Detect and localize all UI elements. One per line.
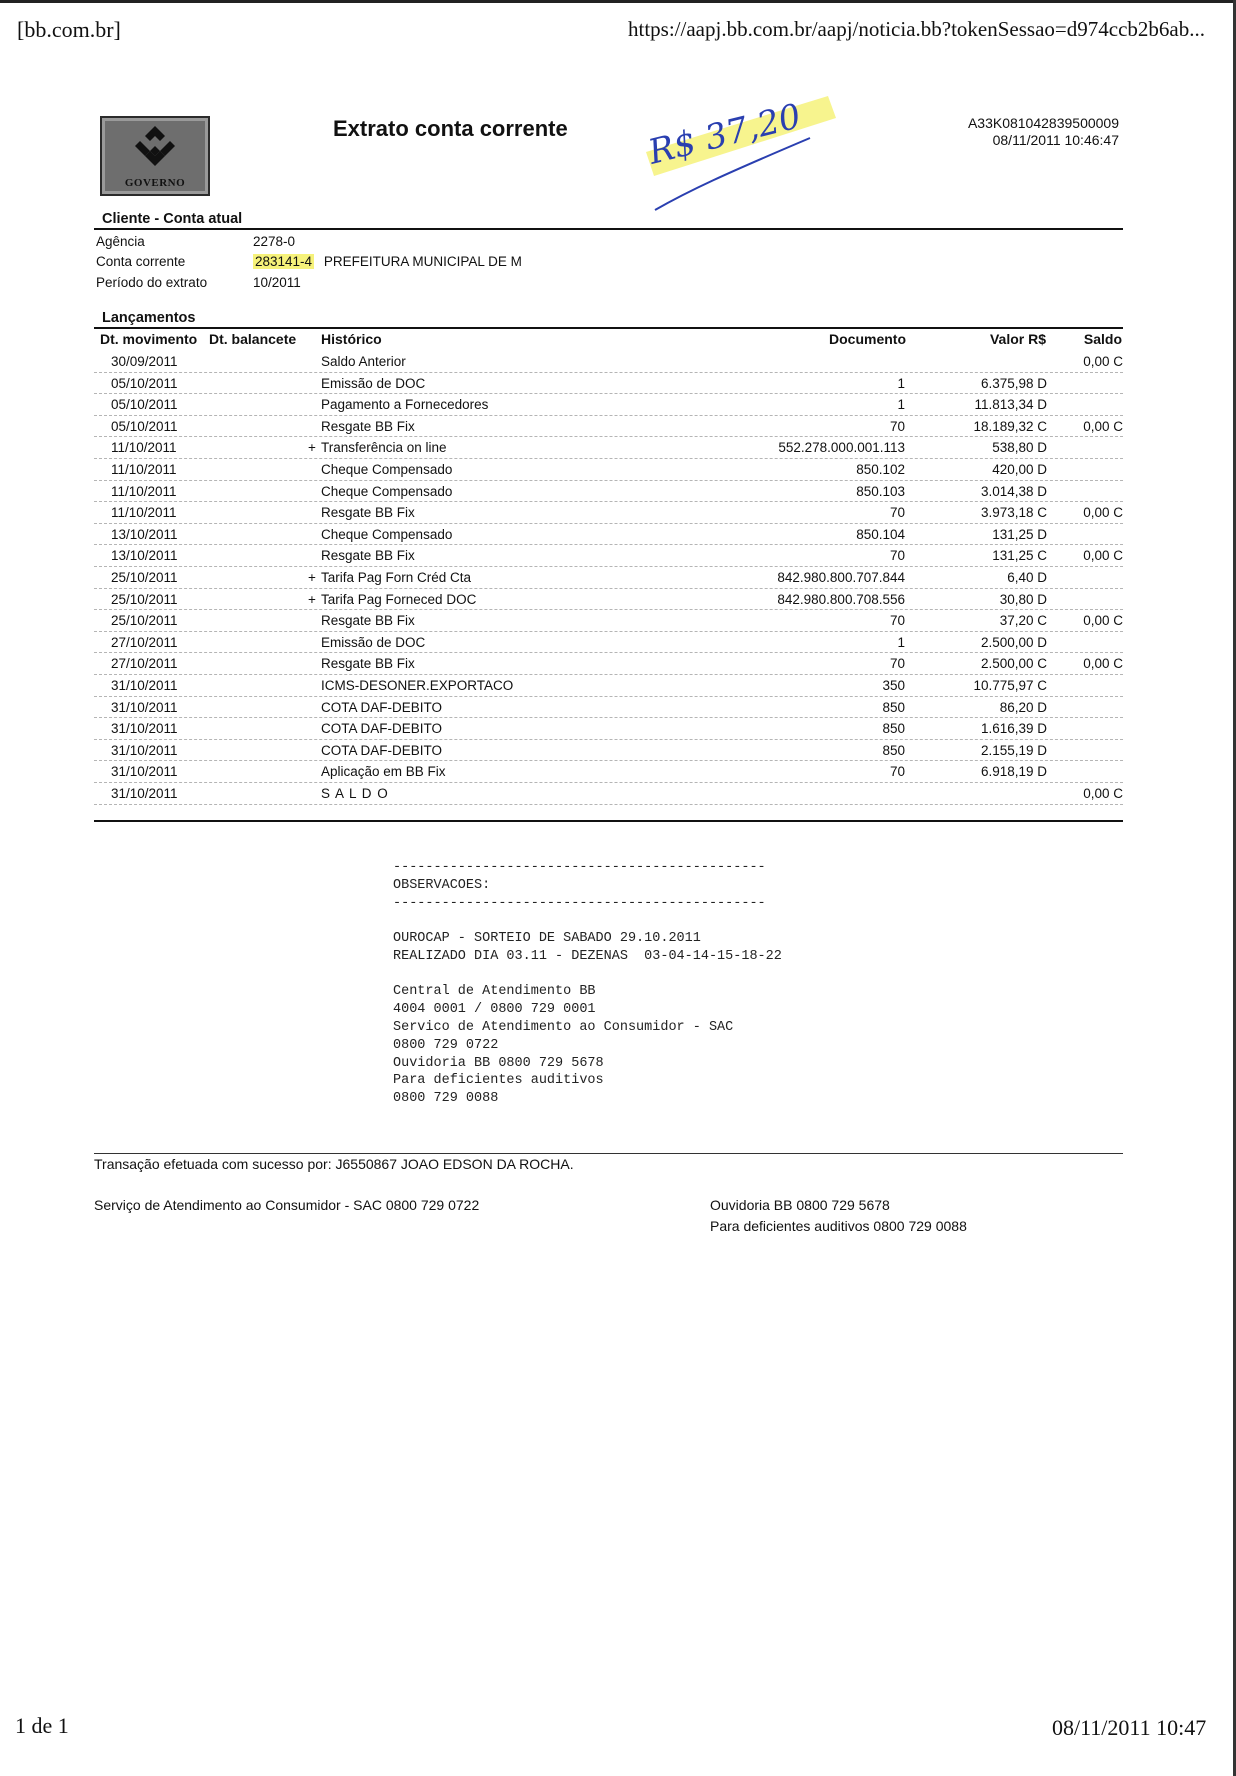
row-valor: 6.918,19 D [980, 764, 1047, 780]
row-saldo: 0,00 C [1083, 354, 1123, 369]
row-valor: 3.014,38 D [980, 483, 1047, 499]
conta-value-group [253, 254, 522, 269]
row-historico: Emissão de DOC [321, 634, 426, 650]
observacoes-line: Ouvidoria BB 0800 729 5678 [393, 1055, 604, 1071]
row-valor: 1.616,39 D [980, 721, 1047, 737]
row-historico: Transferência on line [321, 440, 447, 456]
row-date: 11/10/2011 [111, 505, 177, 521]
periodo-label: Período do extrato [96, 275, 208, 290]
row-historico: Resgate BB Fix [321, 505, 415, 521]
row-date: 25/10/2011 [111, 570, 178, 585]
row-documento: 552.278.000.001.113 [778, 440, 905, 456]
col-historico: Histórico [321, 331, 382, 347]
row-historico: Emissão de DOC [321, 375, 426, 391]
table-row [94, 351, 1123, 373]
row-saldo: 0,00 C [1083, 548, 1123, 564]
row-date: 25/10/2011 [111, 591, 178, 607]
transaction-info: Transação efetuada com sucesso por: J6550867 JOAO EDSON DA ROCHA. [94, 1156, 574, 1172]
row-date: 11/10/2011 [111, 440, 177, 456]
row-date: 27/10/2011 [111, 634, 178, 650]
row-historico: Tarifa Pag Forn Créd Cta [321, 570, 472, 585]
conta-holder: PREFEITURA MUNICIPAL DE M [323, 254, 522, 269]
table-row [94, 632, 1123, 654]
observacoes-line: Para deficientes auditivos [393, 1073, 604, 1089]
browser-url[interactable]: https://aapj.bb.com.br/aapj/noticia.bb?tokenSessao=d974ccb2b6ab... [628, 17, 1205, 41]
row-historico: Cheque Compensado [321, 526, 453, 542]
col-dt-movimento: Dt. movimento [100, 331, 198, 347]
row-documento: 850.103 [856, 483, 905, 499]
row-documento: 1 [897, 397, 905, 413]
lancamentos-section-title: Lançamentos [102, 310, 196, 326]
table-row [94, 394, 1123, 416]
table-row [94, 481, 1123, 503]
row-date: 05/10/2011 [111, 418, 178, 434]
row-valor: 131,25 D [992, 526, 1047, 542]
table-row [94, 718, 1123, 740]
agencia-label: Agência [96, 234, 145, 249]
document-id-block [968, 115, 1119, 149]
row-saldo: 0,00 C [1083, 786, 1123, 801]
row-valor: 6.375,98 D [980, 375, 1047, 391]
row-valor: 10.775,97 C [973, 678, 1047, 693]
row-historico: Tarifa Pag Forneced DOC [321, 591, 477, 607]
row-date: 05/10/2011 [111, 375, 178, 391]
table-row [94, 783, 1123, 805]
row-documento: 70 [889, 656, 905, 672]
lancamentos-divider [94, 327, 1123, 329]
row-historico: COTA DAF-DEBITO [321, 721, 443, 737]
table-row [94, 524, 1123, 546]
row-date: 13/10/2011 [111, 526, 178, 542]
row-documento: 850 [882, 699, 905, 715]
row-date: 11/10/2011 [111, 483, 177, 499]
row-date: 05/10/2011 [111, 397, 178, 413]
table-row [94, 589, 1123, 611]
deficientes-info: Para deficientes auditivos 0800 729 0088 [710, 1218, 967, 1234]
row-historico: Aplicação em BB Fix [321, 764, 446, 780]
bank-logo [100, 116, 210, 196]
row-valor: 18.189,32 C [973, 418, 1047, 434]
row-valor: 2.155,19 D [980, 742, 1047, 758]
row-historico: Resgate BB Fix [321, 656, 415, 672]
ouvidoria-info: Ouvidoria BB 0800 729 5678 [710, 1197, 890, 1213]
row-valor: 37,20 C [999, 613, 1047, 629]
row-documento: 850.102 [856, 462, 905, 477]
row-plus-marker: + [308, 591, 316, 607]
row-plus-marker: + [308, 440, 316, 456]
row-historico: Resgate BB Fix [321, 613, 415, 629]
row-documento: 1 [897, 634, 905, 650]
client-section-title: Cliente - Conta atual [102, 211, 243, 227]
observacoes-text [393, 930, 782, 1108]
table-row [94, 740, 1123, 762]
row-documento: 70 [889, 764, 905, 780]
row-date: 27/10/2011 [111, 656, 178, 672]
observacoes-line: OUROCAP - SORTEIO DE SABADO 29.10.2011 [393, 931, 701, 946]
sac-info: Serviço de Atendimento ao Consumidor - SAC 0800 729 0722 [94, 1197, 480, 1213]
col-documento: Documento [829, 331, 906, 347]
row-date: 31/10/2011 [111, 742, 178, 758]
observacoes-divider-bottom: ---------------------------------------------- [393, 896, 766, 911]
row-saldo: 0,00 C [1083, 656, 1123, 672]
row-documento: 70 [889, 418, 905, 434]
row-valor: 6,40 D [1007, 570, 1047, 585]
row-documento: 850 [882, 742, 905, 758]
row-documento: 842.980.800.707.844 [777, 570, 905, 585]
row-saldo: 0,00 C [1083, 505, 1123, 521]
row-valor: 2.500,00 C [980, 656, 1047, 672]
row-valor: 3.973,18 C [980, 505, 1047, 521]
table-row [94, 502, 1123, 524]
col-saldo: Saldo [1083, 331, 1122, 347]
observacoes-line: REALIZADO DIA 03.11 - DEZENAS 03-04-14-15-18-22 [393, 948, 782, 964]
bb-symbol-icon [132, 124, 178, 168]
table-row [94, 761, 1123, 783]
observacoes-line: 4004 0001 / 0800 729 0001 [393, 1002, 596, 1018]
row-historico: Resgate BB Fix [321, 548, 415, 564]
row-saldo: 0,00 C [1083, 418, 1123, 434]
table-row [94, 459, 1123, 481]
table-row [94, 416, 1123, 438]
row-documento: 70 [889, 505, 905, 521]
row-date: 31/10/2011 [111, 786, 178, 801]
row-documento: 850 [882, 721, 905, 737]
observacoes-line: 0800 729 0088 [393, 1091, 499, 1107]
row-historico: Resgate BB Fix [321, 418, 415, 434]
row-plus-marker: + [308, 570, 316, 585]
row-documento: 1 [897, 375, 905, 391]
browser-site-label: [bb.com.br] [17, 17, 121, 42]
table-row [94, 610, 1123, 632]
browser-page-counter: 1 de 1 [15, 1713, 69, 1738]
row-documento: 842.980.800.708.556 [777, 591, 905, 607]
observacoes-line: Servico de Atendimento ao Consumidor - SAC [393, 1019, 734, 1035]
row-historico: Saldo Anterior [321, 354, 406, 369]
table-row [94, 373, 1123, 395]
table-row [94, 437, 1123, 459]
periodo-value: 10/2011 [253, 275, 301, 290]
observacoes-title: OBSERVACOES: [393, 878, 491, 893]
row-date: 31/10/2011 [111, 699, 178, 715]
row-date: 11/10/2011 [111, 462, 177, 477]
agencia-value: 2278-0 [253, 234, 296, 249]
observacoes-line: 0800 729 0722 [393, 1037, 499, 1053]
document-datetime: 08/11/2011 10:46:47 [992, 132, 1119, 148]
document-code: A33K081042839500009 [967, 115, 1119, 131]
page-title: Extrato conta corrente [333, 116, 568, 141]
footer-divider [94, 1153, 1123, 1154]
observacoes-divider-top: ---------------------------------------------- [393, 860, 766, 875]
handwritten-amount: R$ 37,20 [644, 96, 805, 173]
row-historico: Cheque Compensado [321, 462, 453, 477]
table-bottom-divider [94, 820, 1123, 822]
row-valor: 86,20 D [999, 699, 1047, 715]
row-date: 13/10/2011 [111, 548, 178, 564]
row-date: 31/10/2011 [111, 764, 178, 780]
table-row [94, 567, 1123, 589]
observacoes-line: Central de Atendimento BB [393, 984, 596, 1000]
table-row [94, 653, 1123, 675]
row-historico: Pagamento a Fornecedores [321, 397, 489, 413]
handwritten-note [640, 92, 840, 212]
row-historico: ICMS-DESONER.EXPORTACO [321, 678, 514, 693]
col-dt-balancete: Dt. balancete [209, 331, 297, 347]
col-valor: Valor R$ [989, 331, 1046, 347]
row-date: 30/09/2011 [111, 354, 178, 369]
row-historico: COTA DAF-DEBITO [321, 742, 443, 758]
table-row [94, 675, 1123, 697]
row-valor: 420,00 D [992, 462, 1047, 477]
row-valor: 11.813,34 D [974, 397, 1047, 413]
scan-edge-top [0, 0, 1236, 3]
logo-label: GOVERNO [124, 177, 186, 189]
row-documento: 850.104 [856, 526, 905, 542]
row-valor: 2.500,00 D [980, 634, 1047, 650]
row-date: 31/10/2011 [111, 678, 178, 693]
row-documento: 70 [889, 613, 905, 629]
row-date: 31/10/2011 [111, 721, 178, 737]
row-valor: 30,80 D [999, 591, 1047, 607]
row-date: 25/10/2011 [111, 613, 178, 629]
row-documento: 350 [882, 678, 905, 693]
row-valor: 131,25 C [992, 548, 1047, 564]
observacoes-line [393, 966, 782, 984]
row-historico: Cheque Compensado [321, 483, 453, 499]
row-historico: COTA DAF-DEBITO [321, 699, 443, 715]
row-valor: 538,80 D [992, 440, 1047, 456]
conta-number: 283141-4 [255, 254, 313, 269]
client-section-divider [94, 228, 1123, 230]
table-row [94, 545, 1123, 567]
row-documento: 70 [889, 548, 905, 564]
row-historico: S A L D O [321, 786, 389, 801]
conta-label: Conta corrente [96, 254, 186, 269]
table-row [94, 697, 1123, 719]
row-saldo: 0,00 C [1083, 613, 1123, 629]
browser-print-date: 08/11/2011 10:47 [1052, 1715, 1207, 1740]
